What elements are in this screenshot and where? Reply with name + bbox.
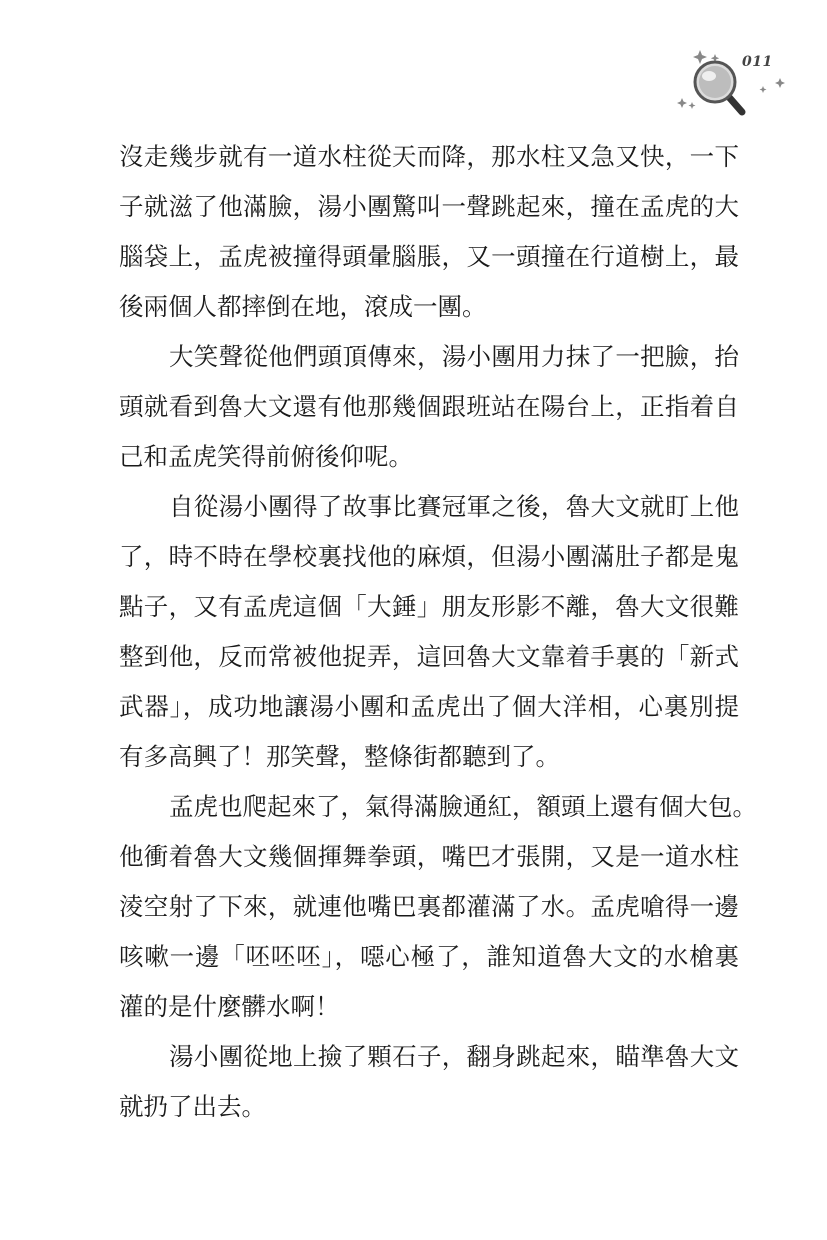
- text-line: 了，時不時在學校裏找他的麻煩，但湯小團滿肚子都是鬼: [119, 542, 739, 571]
- body-text: [119, 132, 757, 1132]
- text-line: 武器」，成功地讓湯小團和孟虎出了個大洋相，心裏別提: [119, 692, 739, 721]
- text-line: 大笑聲從他們頭頂傳來，湯小團用力抹了一把臉，抬: [169, 342, 739, 371]
- page-header: [670, 40, 800, 130]
- text-line: 頭就看到魯大文還有他那幾個跟班站在陽台上，正指着自: [119, 392, 739, 421]
- text-line: 灌的是什麼髒水啊！: [119, 992, 340, 1021]
- text-line: 孟虎也爬起來了，氣得滿臉通紅，額頭上還有個大包。: [169, 792, 757, 821]
- text-line: 自從湯小團得了故事比賽冠軍之後，魯大文就盯上他: [169, 492, 739, 521]
- page-number: 011: [742, 54, 773, 70]
- text-line: 子就滋了他滿臉，湯小團驚叫一聲跳起來，撞在孟虎的大: [119, 192, 739, 221]
- text-line: 點子，又有孟虎這個「大錘」朋友形影不離，魯大文很難: [119, 592, 739, 621]
- text-line: 咳嗽一邊「呸呸呸」，噁心極了，誰知道魯大文的水槍裏: [119, 942, 739, 971]
- text-line: 他衝着魯大文幾個揮舞拳頭，嘴巴才張開，又是一道水柱: [119, 842, 739, 871]
- text-line: 湯小團從地上撿了顆石子，翻身跳起來，瞄準魯大文: [169, 1042, 739, 1071]
- text-line: 整到他，反而常被他捉弄，這回魯大文靠着手裏的「新式: [119, 642, 739, 671]
- text-line: 己和孟虎笑得前俯後仰呢。: [119, 442, 413, 471]
- text-line: 有多高興了！那笑聲，整條街都聽到了。: [119, 742, 560, 771]
- text-line: 就扔了出去。: [119, 1092, 266, 1121]
- text-line: 沒走幾步就有一道水柱從天而降，那水柱又急又快，一下: [119, 142, 739, 171]
- text-line: 腦袋上，孟虎被撞得頭暈腦脹，又一頭撞在行道樹上，最: [119, 242, 739, 271]
- magnifying-glass-icon: [670, 40, 800, 130]
- text-line: 後兩個人都摔倒在地，滾成一團。: [119, 292, 487, 321]
- text-line: 淩空射了下來，就連他嘴巴裏都灌滿了水。孟虎嗆得一邊: [119, 892, 739, 921]
